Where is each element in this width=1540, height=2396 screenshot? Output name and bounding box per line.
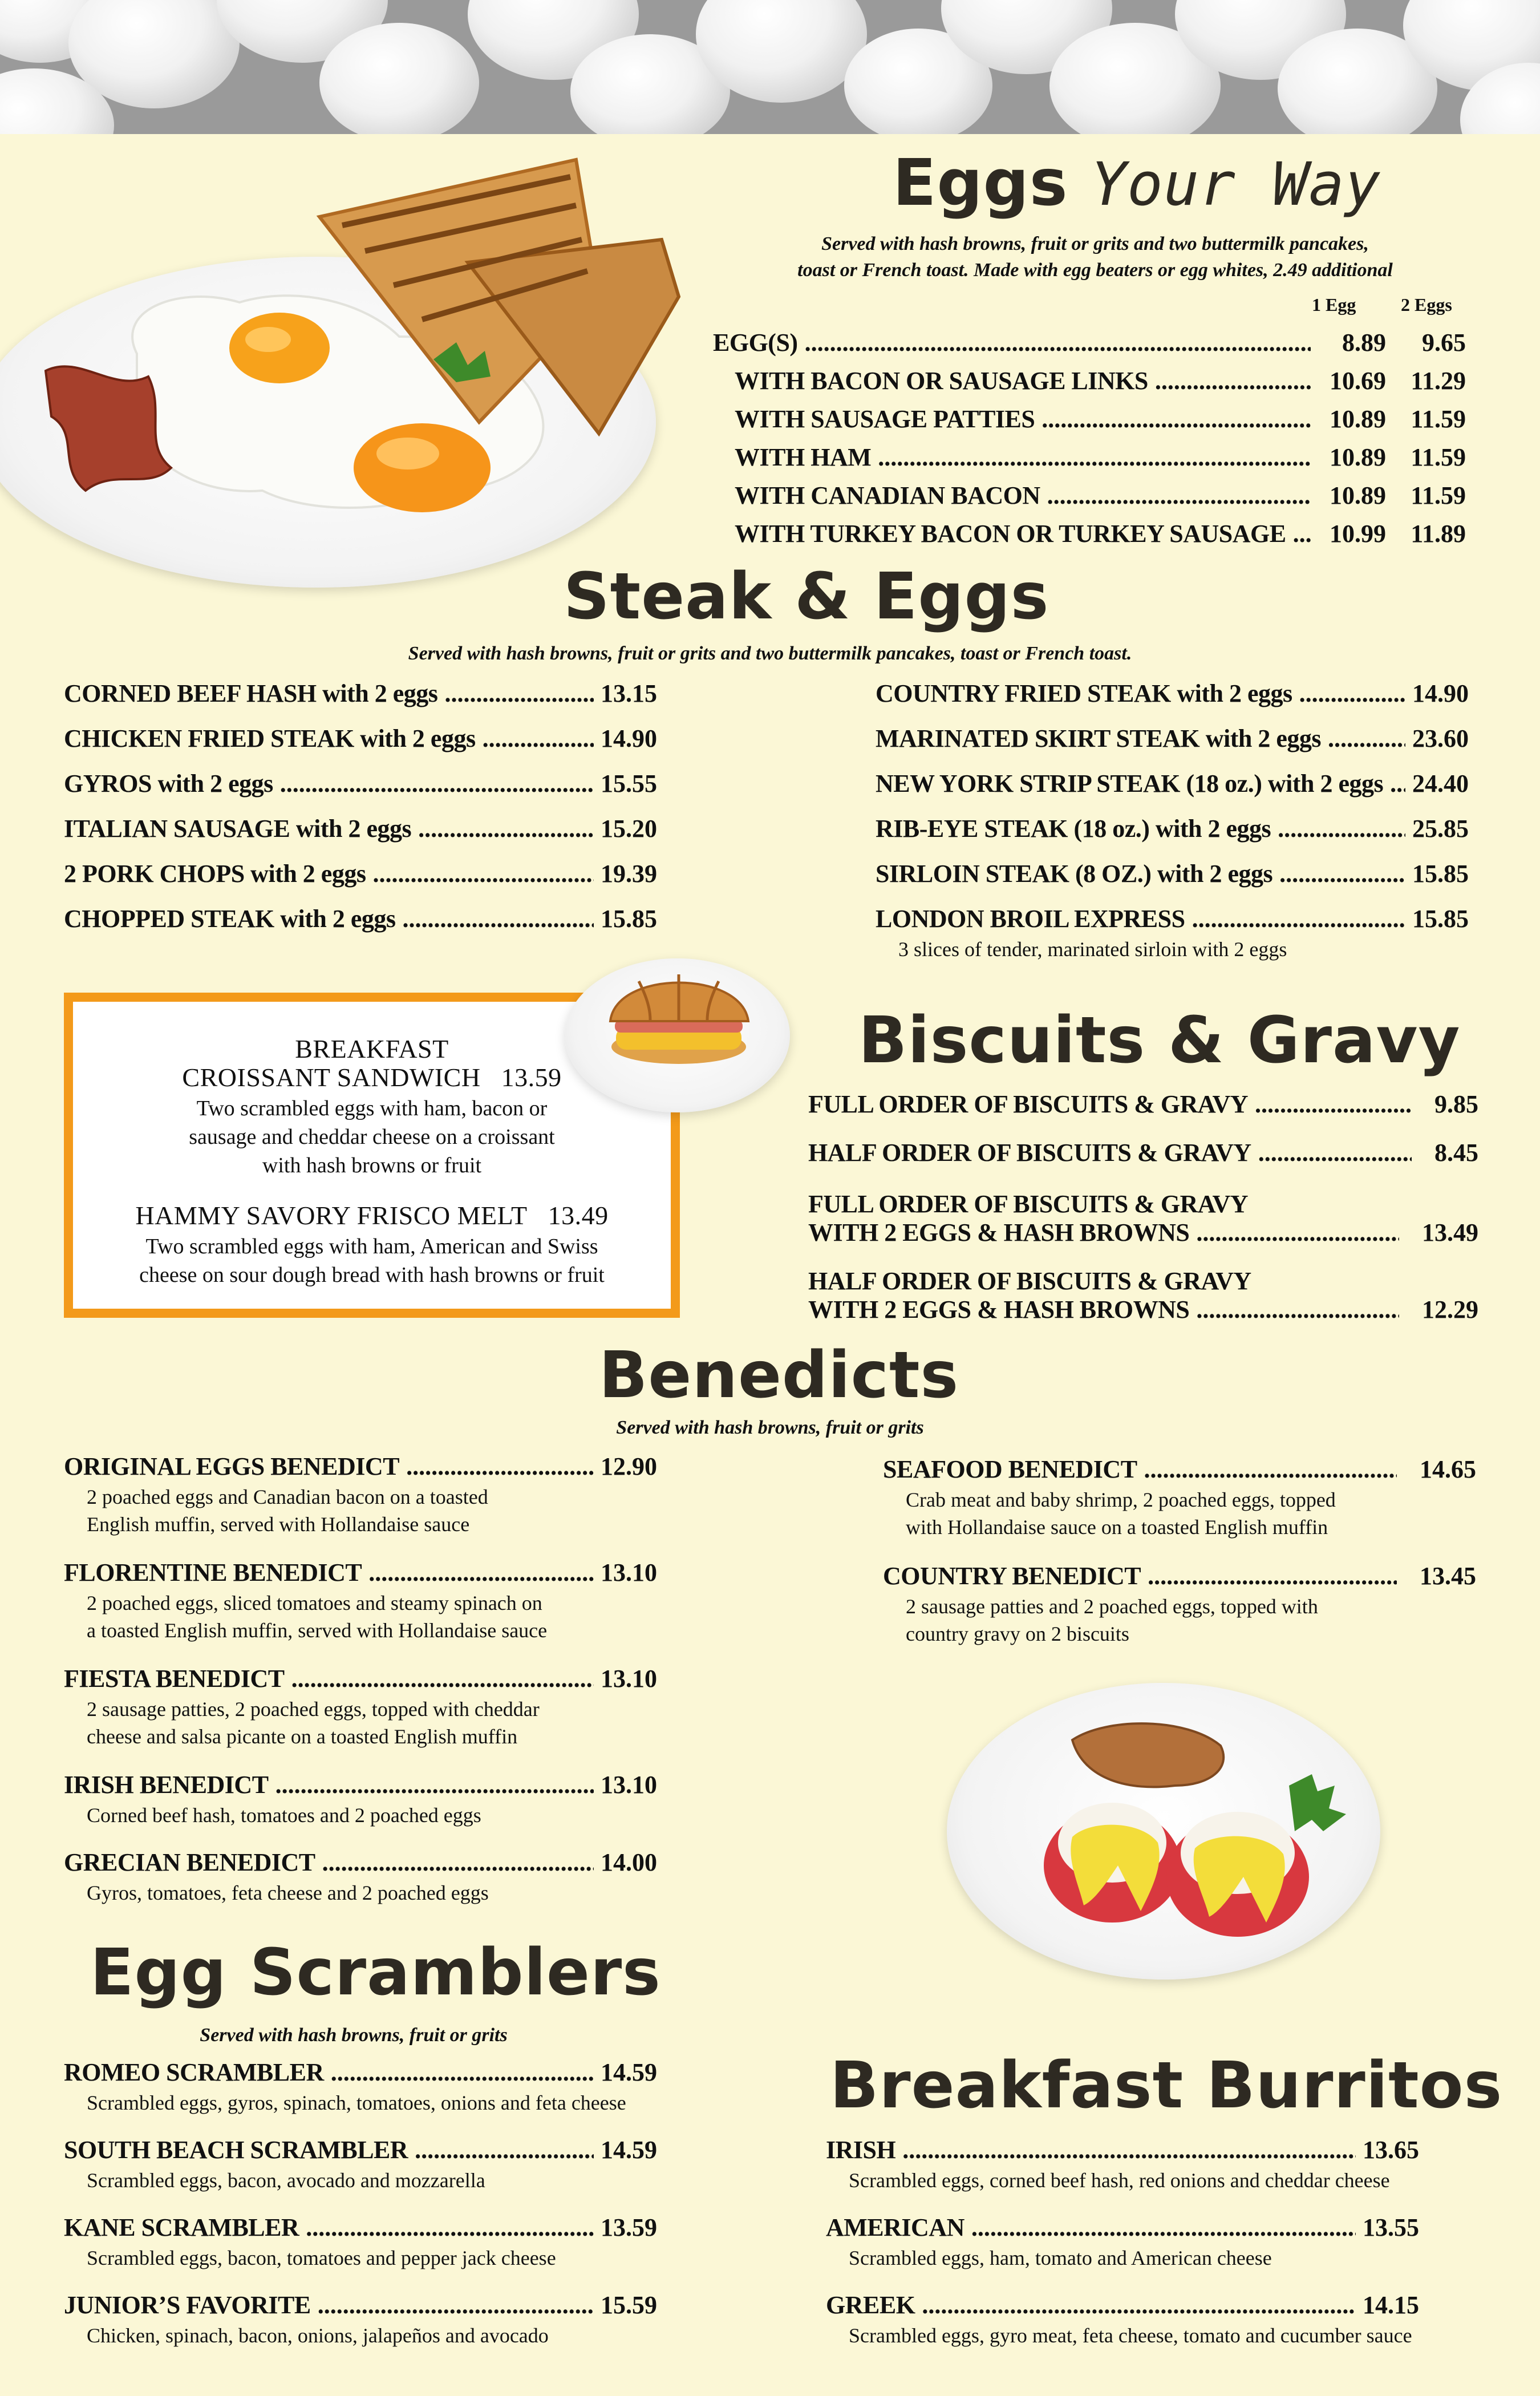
menu-item: COUNTRY FRIED STEAK with 2 eggs ..... 14.90 <box>876 679 1469 708</box>
item-description: 3 slices of tender, marinated sirloin with 2 eggs <box>898 938 1287 961</box>
menu-item: WITH SAUSAGE PATTIES ..... 10.89 11.59 <box>735 404 1466 434</box>
item-description: a toasted English muffin, served with Hollandaise sauce <box>87 1619 548 1642</box>
benedicts-title: Benedicts <box>599 1338 959 1412</box>
eggs-your-way-title: Eggs Your Way <box>893 146 1381 220</box>
feature-item-title: HAMMY SAVORY FRISCO MELT 13.49 <box>135 1201 609 1230</box>
benedicts-subtitle: Served with hash browns, fruit or grits <box>616 1417 924 1438</box>
menu-item: WITH CANADIAN BACON ..... 10.89 11.59 <box>735 481 1466 510</box>
steak-eggs-title: Steak & Eggs <box>564 560 1049 634</box>
menu-item: HALF ORDER OF BISCUITS & GRAVY ..... 8.45 <box>808 1138 1478 1167</box>
menu-item: ITALIAN SAUSAGE with 2 eggs ..... 15.20 <box>64 814 657 843</box>
menu-item: IRISH BENEDICT ..... 13.10 <box>64 1770 657 1799</box>
col-header-2-eggs: 2 Eggs <box>1401 294 1452 315</box>
breakfast-burritos-title: Breakfast Burritos <box>830 2049 1503 2123</box>
item-description: 2 sausage patties and 2 poached eggs, topped with <box>906 1595 1318 1618</box>
menu-item: FIESTA BENEDICT ..... 13.10 <box>64 1664 657 1693</box>
feature-item-description: Two scrambled eggs with ham, American and Swiss <box>145 1235 598 1258</box>
menu-item: 2 PORK CHOPS with 2 eggs ..... 19.39 <box>64 859 657 888</box>
item-description: Crab meat and baby shrimp, 2 poached eggs, topped <box>906 1488 1336 1511</box>
item-description: cheese and salsa picante on a toasted English muffin <box>87 1725 518 1748</box>
item-description: Scrambled eggs, gyro meat, feta cheese, tomato and cucumber sauce <box>849 2324 1412 2347</box>
egg-banner-image <box>0 0 1540 134</box>
item-description: Corned beef hash, tomatoes and 2 poached eggs <box>87 1804 481 1827</box>
steak-eggs-subtitle: Served with hash browns, fruit or grits and two buttermilk pancakes, toast or French toast. <box>408 643 1132 664</box>
feature-item-description: sausage and cheddar cheese on a croissant <box>189 1125 555 1149</box>
menu-item: WITH TURKEY BACON OR TURKEY SAUSAGE ..... 10.99 11.89 <box>735 519 1466 548</box>
menu-item: KANE SCRAMBLER ..... 13.59 <box>64 2213 657 2242</box>
feature-item-description: cheese on sour dough bread with hash browns or fruit <box>139 1263 605 1287</box>
menu-item: FULL ORDER OF BISCUITS & GRAVY <box>808 1190 1249 1218</box>
feature-item-title: BREAKFAST <box>295 1034 449 1063</box>
menu-item: SOUTH BEACH SCRAMBLER ..... 14.59 <box>64 2135 657 2164</box>
item-description: 2 poached eggs and Canadian bacon on a toasted <box>87 1486 488 1508</box>
col-header-1-egg: 1 Egg <box>1312 294 1356 315</box>
item-description: English muffin, served with Hollandaise sauce <box>87 1513 470 1536</box>
item-description: Scrambled eggs, bacon, tomatoes and pepper jack cheese <box>87 2247 556 2269</box>
menu-item: SEAFOOD BENEDICT ..... 14.65 <box>883 1455 1476 1484</box>
menu-item: WITH 2 EGGS & HASH BROWNS ..... 13.49 <box>808 1218 1478 1247</box>
menu-item: FLORENTINE BENEDICT ..... 13.10 <box>64 1558 657 1587</box>
item-description: Chicken, spinach, bacon, onions, jalapeños and avocado <box>87 2324 549 2347</box>
menu-item: FULL ORDER OF BISCUITS & GRAVY ..... 9.85 <box>808 1090 1478 1119</box>
menu-item: CHICKEN FRIED STEAK with 2 eggs ..... 14.90 <box>64 724 657 753</box>
item-description: 2 sausage patties, 2 poached eggs, topped with cheddar <box>87 1698 540 1721</box>
menu-item: CORNED BEEF HASH with 2 eggs ..... 13.15 <box>64 679 657 708</box>
feature-item-description: with hash browns or fruit <box>262 1154 482 1177</box>
menu-item: ORIGINAL EGGS BENEDICT ..... 12.90 <box>64 1452 657 1481</box>
egg-scramblers-subtitle: Served with hash browns, fruit or grits <box>200 2025 508 2046</box>
egg-scramblers-title: Egg Scramblers <box>90 1936 661 2010</box>
item-description: country gravy on 2 biscuits <box>906 1622 1129 1645</box>
menu-item: JUNIOR’S FAVORITE ..... 15.59 <box>64 2290 657 2320</box>
item-description: with Hollandaise sauce on a toasted English muffin <box>906 1516 1328 1539</box>
menu-item: GREEK ..... 14.15 <box>826 2290 1419 2320</box>
menu-item: NEW YORK STRIP STEAK (18 oz.) with 2 eggs ..... 24.40 <box>876 769 1469 798</box>
feature-item-description: Two scrambled eggs with ham, bacon or <box>196 1096 548 1120</box>
menu-item: WITH HAM ..... 10.89 11.59 <box>735 443 1466 472</box>
menu-item: GYROS with 2 eggs ..... 15.55 <box>64 769 657 798</box>
menu-item: RIB-EYE STEAK (18 oz.) with 2 eggs ..... 25.85 <box>876 814 1469 843</box>
item-description: Scrambled eggs, bacon, avocado and mozzarella <box>87 2169 485 2192</box>
biscuits-gravy-title: Biscuits & Gravy <box>858 1003 1461 1078</box>
menu-item: SIRLOIN STEAK (8 OZ.) with 2 eggs ..... 15.85 <box>876 859 1469 888</box>
menu-item: LONDON BROIL EXPRESS ..... 15.85 <box>876 904 1469 933</box>
item-description: Scrambled eggs, ham, tomato and American cheese <box>849 2247 1272 2269</box>
menu-item: IRISH ..... 13.65 <box>826 2135 1419 2164</box>
menu-item: HALF ORDER OF BISCUITS & GRAVY <box>808 1267 1251 1295</box>
menu-item: AMERICAN ..... 13.55 <box>826 2213 1419 2242</box>
menu-item: WITH 2 EGGS & HASH BROWNS ..... 12.29 <box>808 1295 1478 1324</box>
item-description: Scrambled eggs, gyros, spinach, tomatoes, onions and feta cheese <box>87 2091 626 2114</box>
feature-item-title: CROISSANT SANDWICH 13.59 <box>182 1063 562 1092</box>
menu-item: EGG(S) ..... 8.89 9.65 <box>713 328 1466 357</box>
menu-item: WITH BACON OR SAUSAGE LINKS ..... 10.69 11.29 <box>735 366 1466 395</box>
menu-item: CHOPPED STEAK with 2 eggs ..... 15.85 <box>64 904 657 933</box>
menu-item: ROMEO SCRAMBLER ..... 14.59 <box>64 2058 657 2087</box>
item-description: 2 poached eggs, sliced tomatoes and steamy spinach on <box>87 1592 542 1614</box>
item-description: Gyros, tomatoes, feta cheese and 2 poached eggs <box>87 1881 489 1904</box>
eggs-your-way-subtitle: Served with hash browns, fruit or grits and two buttermilk pancakes, toast or French toast. Made with egg beaters or egg whites, 2.49 additional <box>797 233 1393 281</box>
menu-item: MARINATED SKIRT STEAK with 2 eggs ..... 23.60 <box>876 724 1469 753</box>
menu-item: GRECIAN BENEDICT ..... 14.00 <box>64 1848 657 1877</box>
menu-item: COUNTRY BENEDICT ..... 13.45 <box>883 1561 1476 1590</box>
item-description: Scrambled eggs, corned beef hash, red onions and cheddar cheese <box>849 2169 1390 2192</box>
